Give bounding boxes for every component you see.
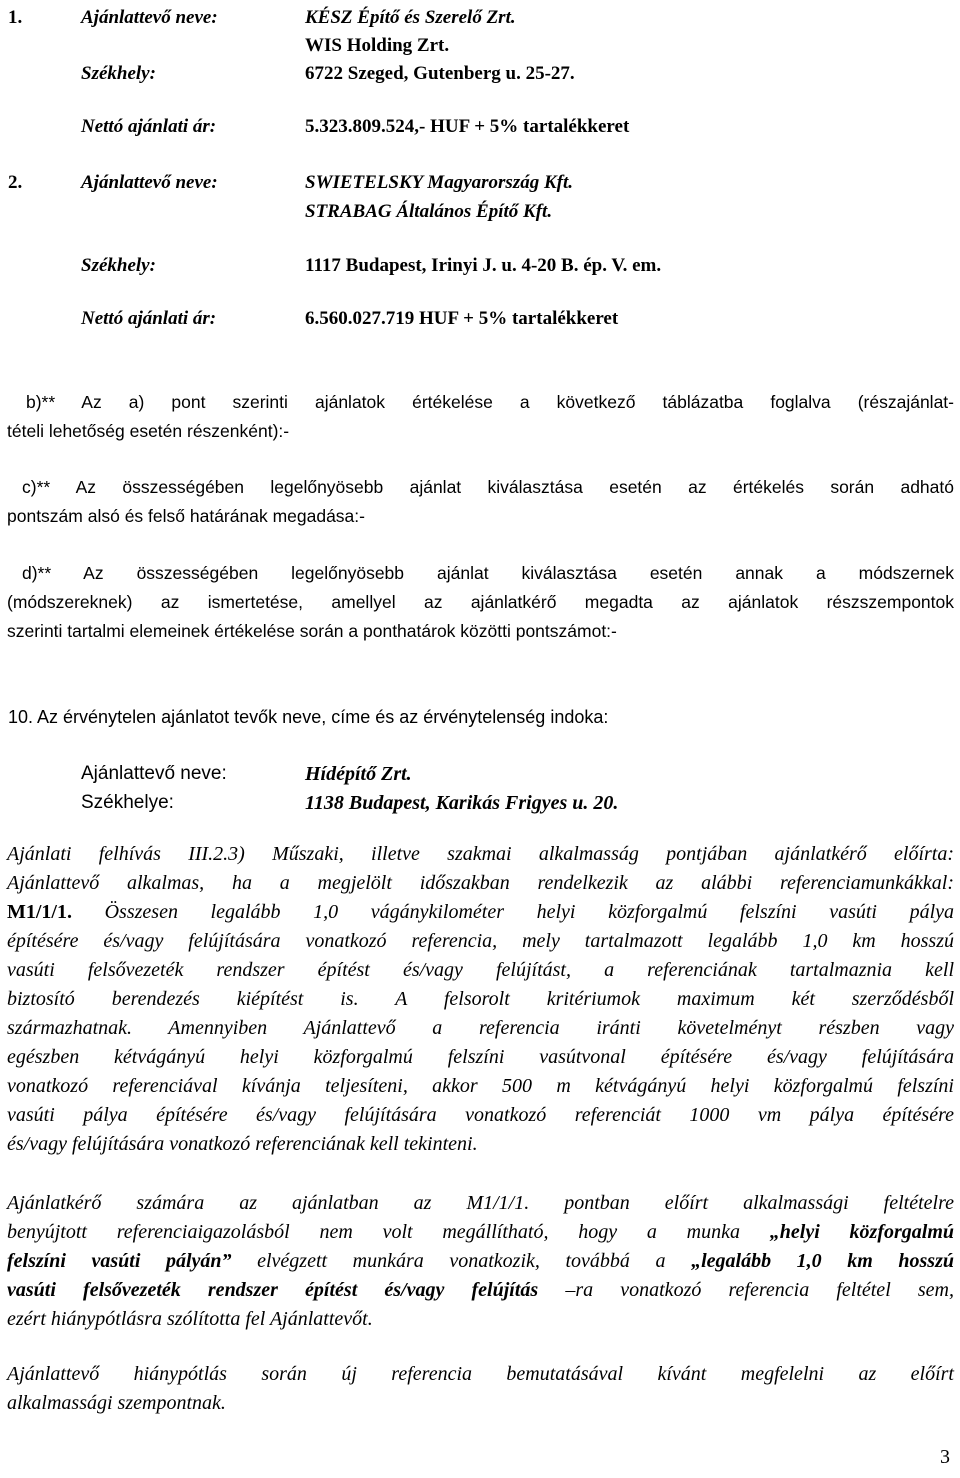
finding-line-2: benyújtott referenciaigazolásból nem volt megállítható, hogy a munka „helyi közforgalmú — [7, 1221, 955, 1243]
paragraph-d-cont — [7, 588, 954, 646]
bidder-1-name-line-2: WIS Holding Zrt. — [305, 35, 450, 56]
invalid-bidder-name-value: Hídépítő Zrt. — [305, 763, 412, 785]
paragraph-c-cont — [7, 502, 954, 531]
finding-paragraph — [7, 1189, 954, 1334]
paragraph-c-line-1: c)** Az összességében legelőnyösebb ajánlat kiválasztása esetén az értékelés során adható — [22, 477, 954, 497]
invalid-bidder-seat-label: Székhelye: — [81, 792, 174, 813]
bidder-1-name-line-1: KÉSZ Építő és Szerelő Zrt. — [305, 7, 516, 28]
paragraph-b-cont — [7, 417, 954, 446]
paragraph-c-line-2: pontszám alsó és felső határának megadása:- — [7, 506, 365, 526]
bidder-2-name-label: Ajánlattevő neve: — [81, 172, 218, 193]
reference-requirement — [7, 840, 954, 1159]
bidder-2-number: 2. — [8, 172, 23, 193]
m1-line-7: vonatkozó referenciával kívánja teljesíteni, akkor 500 m kétvágányú helyi közforgalmú felszíni — [7, 1075, 954, 1097]
m1-line-9: és/vagy felújítására vonatkozó referenciának kell tekinteni. — [7, 1133, 478, 1155]
paragraph-c — [22, 473, 954, 502]
paragraph-d — [22, 559, 954, 588]
closing-line-2: alkalmassági szempontnak. — [7, 1392, 226, 1414]
bidder-2-seat-value: 1117 Budapest, Irinyi J. u. 4-20 B. ép. V. em. — [305, 255, 662, 276]
bidder-1-price-value: 5.323.809.524,- HUF + 5% tartalékkeret — [305, 116, 630, 137]
m1-line-3: vasúti felsővezeték rendszer építést és/vagy felújítást, a referenciának tartalmaznia kell — [7, 959, 954, 981]
bidder-1-seat-value: 6722 Szeged, Gutenberg u. 25-27. — [305, 63, 575, 84]
invalid-bidder-seat-value: 1138 Budapest, Karikás Frigyes u. 20. — [305, 792, 619, 814]
bidder-2-price-label: Nettó ajánlati ár: — [81, 308, 217, 329]
finding-line-1: Ajánlatkérő számára az ajánlatban az M1/1/1. pontban előírt alkalmassági feltételre — [7, 1192, 954, 1214]
m1-line-2: építésére és/vagy felújítására vonatkozó referencia, mely tartalmazott legalább 1,0 km hosszú — [7, 930, 954, 952]
section-10-heading: 10. Az érvénytelen ajánlatot tevők neve, címe és az érvénytelenség indoka: — [8, 707, 609, 727]
finding-line-3: felszíni vasúti pályán” elvégzett munkára vonatkozik, továbbá a „legalább 1,0 km hosszú — [7, 1250, 954, 1272]
finding-line-4: vasúti felsővezeték rendszer építést és/vagy felújítás –ra vonatkozó referencia feltétel sem, — [7, 1279, 954, 1301]
invalid-bidder-name-label: Ajánlattevő neve: — [81, 763, 227, 784]
m1-line-4: biztosító berendezés kiépítést is. A felsorolt kritériumok maximum két szerződésből — [7, 988, 954, 1010]
finding-line-5: ezért hiánypótlásra szólította fel Ajánlattevőt. — [7, 1308, 373, 1330]
bidder-2-name-line-1: SWIETELSKY Magyarország Kft. — [305, 172, 573, 193]
m1-line-1: M1/1/1. Összesen legalább 1,0 vágánykilométer helyi közforgalmú felszíni vasúti pálya — [7, 901, 955, 923]
paragraph-b-line-1: b)** Az a) pont szerinti ajánlatok értékelése a következő táblázatba foglalva (részajánlat- — [26, 392, 954, 412]
m1-line-8: vasúti pálya építésére és/vagy felújítására vonatkozó referenciát 1000 vm pálya építésére — [7, 1104, 954, 1126]
page-number: 3 — [940, 1446, 950, 1468]
reference-line-1: Ajánlati felhívás III.2.3) Műszaki, illetve szakmai alkalmasság pontjában ajánlatkérő előírta: — [7, 843, 954, 865]
bidder-1-name-label: Ajánlattevő neve: — [81, 7, 218, 28]
bidder-2-seat-label: Székhely: — [81, 255, 156, 276]
paragraph-b — [26, 388, 954, 417]
bidder-1-number: 1. — [8, 7, 23, 28]
m1-line-6: egészben kétvágányú helyi közforgalmú felszíni vasútvonal építésére és/vagy felújítására — [7, 1046, 954, 1068]
m1-line-5: származhatnak. Amennyiben Ajánlattevő a referencia iránti követelményt részben vagy — [7, 1017, 954, 1039]
bidder-1-price-label: Nettó ajánlati ár: — [81, 116, 217, 137]
closing-line-1: Ajánlattevő hiánypótlás során új referencia bemutatásával kívánt megfelelni az előírt — [7, 1363, 954, 1385]
bidder-1-seat-label: Székhely: — [81, 63, 156, 84]
bidder-2-price-value: 6.560.027.719 HUF + 5% tartalékkeret — [305, 308, 619, 329]
paragraph-d-line-2: (módszereknek) az ismertetése, amellyel az ajánlatkérő megadta az ajánlatok részszempontok — [7, 592, 954, 612]
paragraph-d-line-1: d)** Az összességében legelőnyösebb ajánlat kiválasztása esetén annak a módszernek — [22, 563, 954, 583]
bidder-2-name-line-2: STRABAG Általános Építő Kft. — [305, 201, 553, 222]
paragraph-d-line-3: szerinti tartalmi elemeinek értékelése során a ponthatárok közötti pontszámot:- — [7, 621, 617, 641]
reference-line-2: Ajánlattevő alkalmas, ha a megjelölt időszakban rendelkezik az alábbi referenciamunkákkal: — [7, 872, 954, 894]
closing-paragraph — [7, 1360, 954, 1418]
m1-label: M1/1/1. — [7, 901, 72, 923]
paragraph-b-line-2: tételi lehetőség esetén részenként):- — [7, 421, 290, 441]
